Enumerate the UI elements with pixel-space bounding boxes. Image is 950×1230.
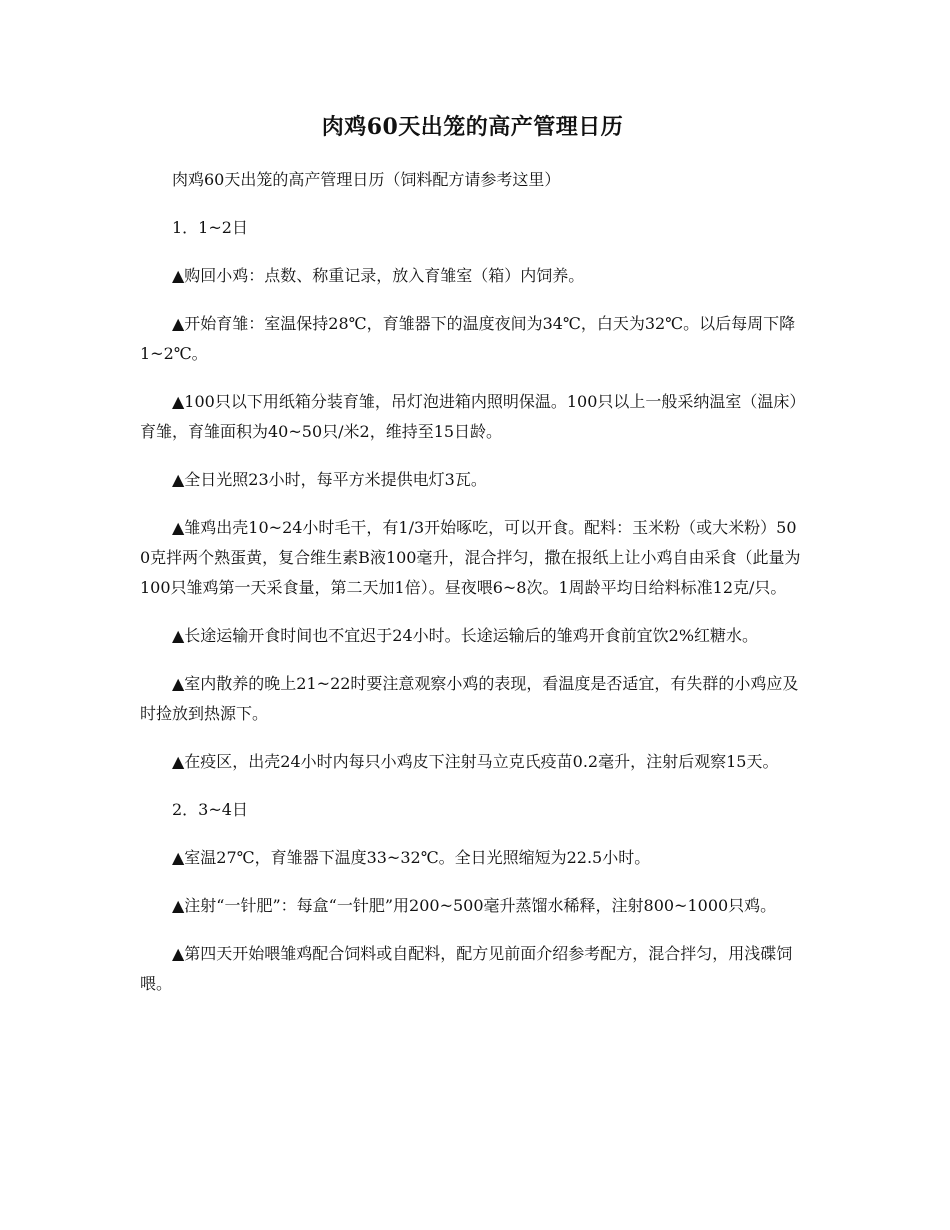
paragraph: ▲在疫区，出壳24小时内每只小鸡皮下注射马立克氏疫苗0.2毫升，注射后观察15天。 [172, 752, 779, 771]
paragraph: ▲开始育雏：室温保持28℃，育雏器下的温度夜间为34℃，白天为32℃。以后每周下降1~2℃。 [140, 314, 796, 363]
paragraph: ▲100只以下用纸箱分装育雏，吊灯泡进箱内照明保温。100只以上一般采纳温室（温床）育雏，育雏面积为40~50只/米2，维持至15日龄。 [140, 392, 798, 441]
paragraph: ▲购回小鸡：点数、称重记录，放入育雏室（箱）内饲养。 [172, 266, 585, 285]
paragraph: ▲全日光照23小时，每平方米提供电灯3瓦。 [172, 470, 487, 489]
section-heading-day3-4: 2．3~4日 [172, 800, 248, 819]
section-heading-day1-2: 1．1~2日 [172, 218, 248, 237]
paragraph-intro: 肉鸡60天出笼的高产管理日历（饲料配方请参考这里） [172, 170, 561, 189]
paragraph: ▲注射“一针肥”：每盒“一针肥”用200~500毫升蒸馏水稀释，注射800~1000只鸡。 [172, 896, 777, 915]
paragraph: ▲长途运输开食时间也不宜迟于24小时。长途运输后的雏鸡开食前宜饮2%红糖水。 [172, 626, 759, 645]
paragraph: ▲第四天开始喂雏鸡配合饲料或自配料，配方见前面介绍参考配方，混合拌匀，用浅碟饲喂。 [140, 944, 793, 993]
paragraph: ▲室内散养的晚上21~22时要注意观察小鸡的表现，看温度是否适宜，有失群的小鸡应及时捡放到热源下。 [140, 674, 799, 723]
document-title: 肉鸡60天出笼的高产管理日历 [321, 114, 624, 140]
paragraph: ▲雏鸡出壳10~24小时毛干，有1/3开始啄吃，可以开食。配料：玉米粉（或大米粉）500克拌两个熟蛋黄，复合维生素B液100毫升，混合拌匀，撒在报纸上让小鸡自由采食（此量为100只雏鸡第一天采食量，第二天加1倍）。昼夜喂6~8次。1周龄平均日给料标准12克/只。 [140, 518, 801, 597]
paragraph: ▲室温27℃，育雏器下温度33~32℃。全日光照缩短为22.5小时。 [172, 848, 651, 867]
